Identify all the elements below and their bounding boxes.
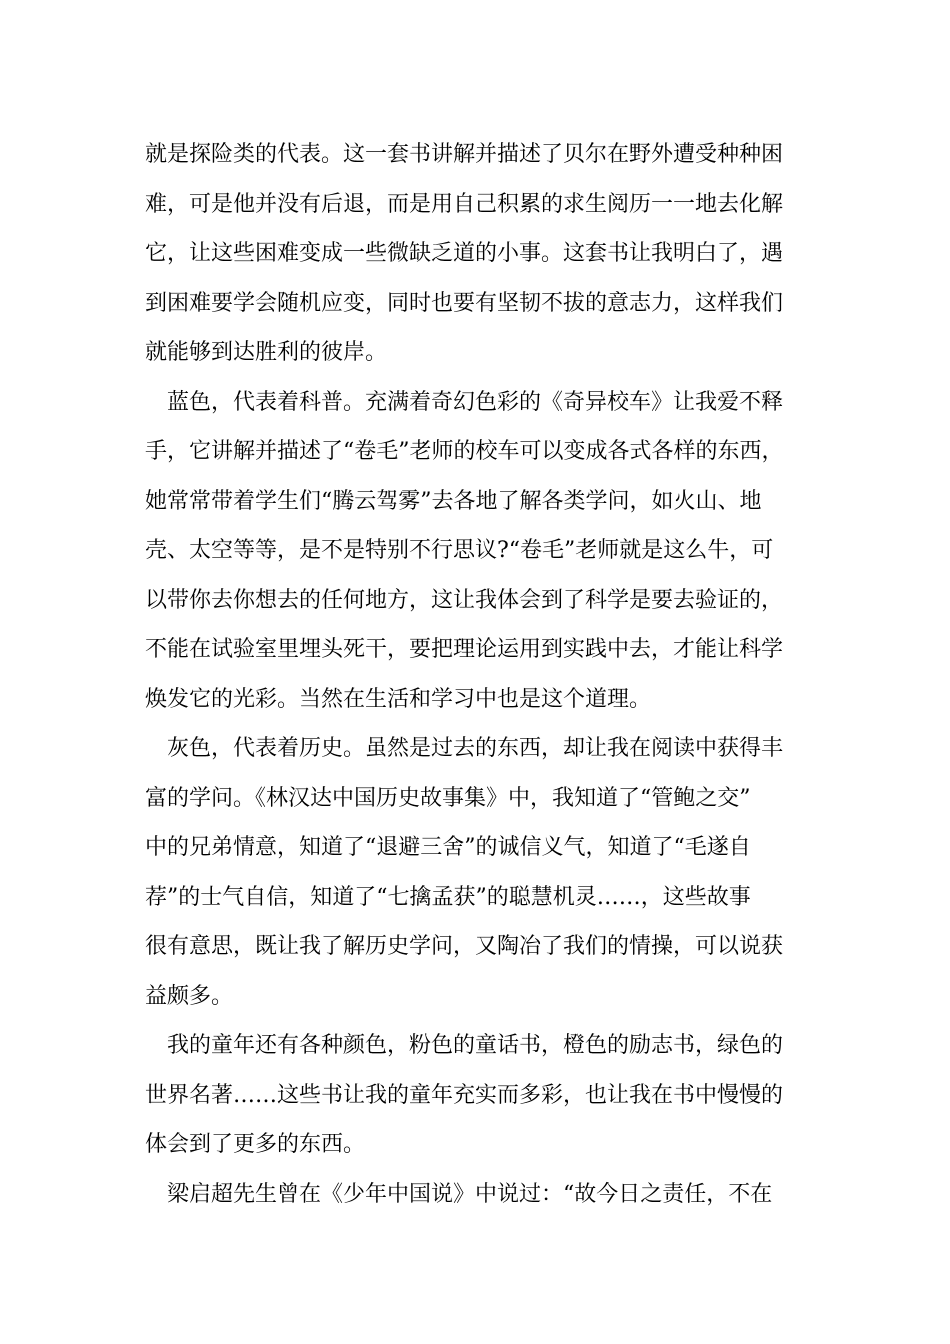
text-line: 就能够到达胜利的彼岸。 bbox=[145, 340, 388, 365]
body-text bbox=[145, 130, 825, 1219]
text-line: 焕发它的光彩。当然在生活和学习中也是这个道理。 bbox=[145, 686, 652, 712]
text-line: 就是探险类的代表。这一套书讲解并描述了贝尔在野外遭受种种困 bbox=[145, 142, 784, 167]
text-line: 到困难要学会随机应变，同时也要有坚韧不拔的意志力，这样我们 bbox=[145, 290, 784, 316]
paragraph-first-line: 灰色，代表着历史。虽然是过去的东西，却让我在阅读中获得丰 bbox=[167, 736, 784, 761]
paragraph-first-line: 蓝色，代表着科普。充满着奇幻色彩的《奇异校车》让我爱不释 bbox=[167, 389, 784, 415]
text-line: 不能在试验室里埋头死干，要把理论运用到实践中去，才能让科学 bbox=[145, 637, 784, 662]
text-line: 很有意思，既让我了解历史学问，又陶冶了我们的情操，可以说获 bbox=[145, 934, 784, 959]
text-line: 体会到了更多的东西。 bbox=[145, 1132, 366, 1157]
text-line: 手，它讲解并描述了“卷毛”老师的校车可以变成各式各样的东西， bbox=[145, 439, 784, 464]
text-line: 它，让这些困难变成一些微缺乏道的小事。这套书让我明白了，遇 bbox=[145, 241, 784, 266]
text-line: 荐”的士气自信，知道了“七擒孟获”的聪慧机灵……，这些故事 bbox=[145, 884, 751, 910]
text-line: 她常常带着学生们“腾云驾雾”去各地了解各类学问，如火山、地 bbox=[145, 488, 762, 514]
text-line: 壳、太空等等，是不是特别不行思议?“卷毛”老师就是这么牛，可 bbox=[145, 538, 774, 563]
text-line: 富的学问。《林汉达中国历史故事集》中，我知道了“管鲍之交” bbox=[145, 785, 751, 811]
text-line: 中的兄弟情意，知道了“退避三舍”的诚信义气，知道了“毛遂自 bbox=[145, 835, 751, 860]
text-line: 世界名著……这些书让我的童年充实而多彩，也让我在书中慢慢的 bbox=[145, 1082, 784, 1108]
text-line: 益颇多。 bbox=[145, 983, 234, 1009]
paragraph-first-line: 梁启超先生曾在《少年中国说》中说过：“故今日之责任，不在 bbox=[167, 1181, 773, 1207]
text-line: 难，可是他并没有后退，而是用自己积累的求生阅历一一地去化解 bbox=[145, 191, 784, 217]
text-line: 以带你去你想去的任何地方，这让我体会到了科学是要去验证的， bbox=[145, 587, 784, 613]
paragraph-first-line: 我的童年还有各种颜色，粉色的童话书，橙色的励志书，绿色的 bbox=[167, 1033, 784, 1058]
